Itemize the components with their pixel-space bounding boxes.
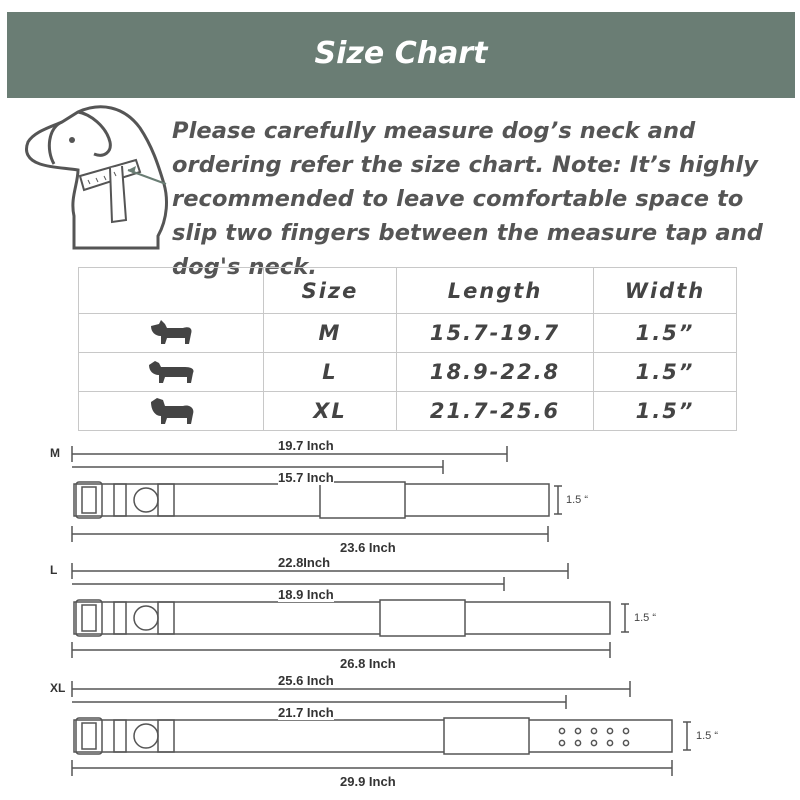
column-header-width: Width bbox=[594, 268, 737, 314]
width-label: 1.5 “ bbox=[634, 612, 657, 624]
min-length-label: 18.9 Inch bbox=[278, 587, 334, 602]
width-cell: 1.5” bbox=[594, 392, 737, 431]
column-header-size: Size bbox=[264, 268, 397, 314]
measurement-note: Please carefully measure dog’s neck and ordering refer the size chart. Note: It’s highly recommended to leave comfortable space to slip two fingers between the measure tap and dog's neck. bbox=[172, 118, 764, 280]
page-title: Size Chart bbox=[314, 36, 488, 71]
size-cell: L bbox=[264, 353, 397, 392]
size-cell: XL bbox=[264, 392, 397, 431]
width-cell: 1.5” bbox=[594, 353, 737, 392]
width-label: 1.5 “ bbox=[696, 730, 719, 742]
total-length-label: 29.9 Inch bbox=[340, 774, 396, 789]
column-header-length: Length bbox=[397, 268, 594, 314]
width-label: 1.5 “ bbox=[566, 494, 589, 506]
total-length-label: 23.6 Inch bbox=[340, 540, 396, 555]
max-length-label: 25.6 Inch bbox=[278, 673, 334, 688]
width-cell: 1.5” bbox=[594, 314, 737, 353]
max-length-label: 19.7 Inch bbox=[278, 438, 334, 453]
size-cell: M bbox=[264, 314, 397, 353]
length-cell: 15.7-19.7 bbox=[397, 314, 594, 353]
length-cell: 18.9-22.8 bbox=[397, 353, 594, 392]
min-length-label: 15.7 Inch bbox=[278, 470, 334, 485]
max-length-label: 22.8Inch bbox=[278, 555, 331, 570]
diagram-size-label: M bbox=[50, 446, 60, 460]
total-length-label: 26.8 Inch bbox=[340, 656, 396, 671]
length-cell: 21.7-25.6 bbox=[397, 392, 594, 431]
min-length-label: 21.7 Inch bbox=[278, 705, 334, 720]
diagram-size-label: XL bbox=[50, 681, 66, 695]
diagram-size-label: L bbox=[50, 563, 58, 577]
